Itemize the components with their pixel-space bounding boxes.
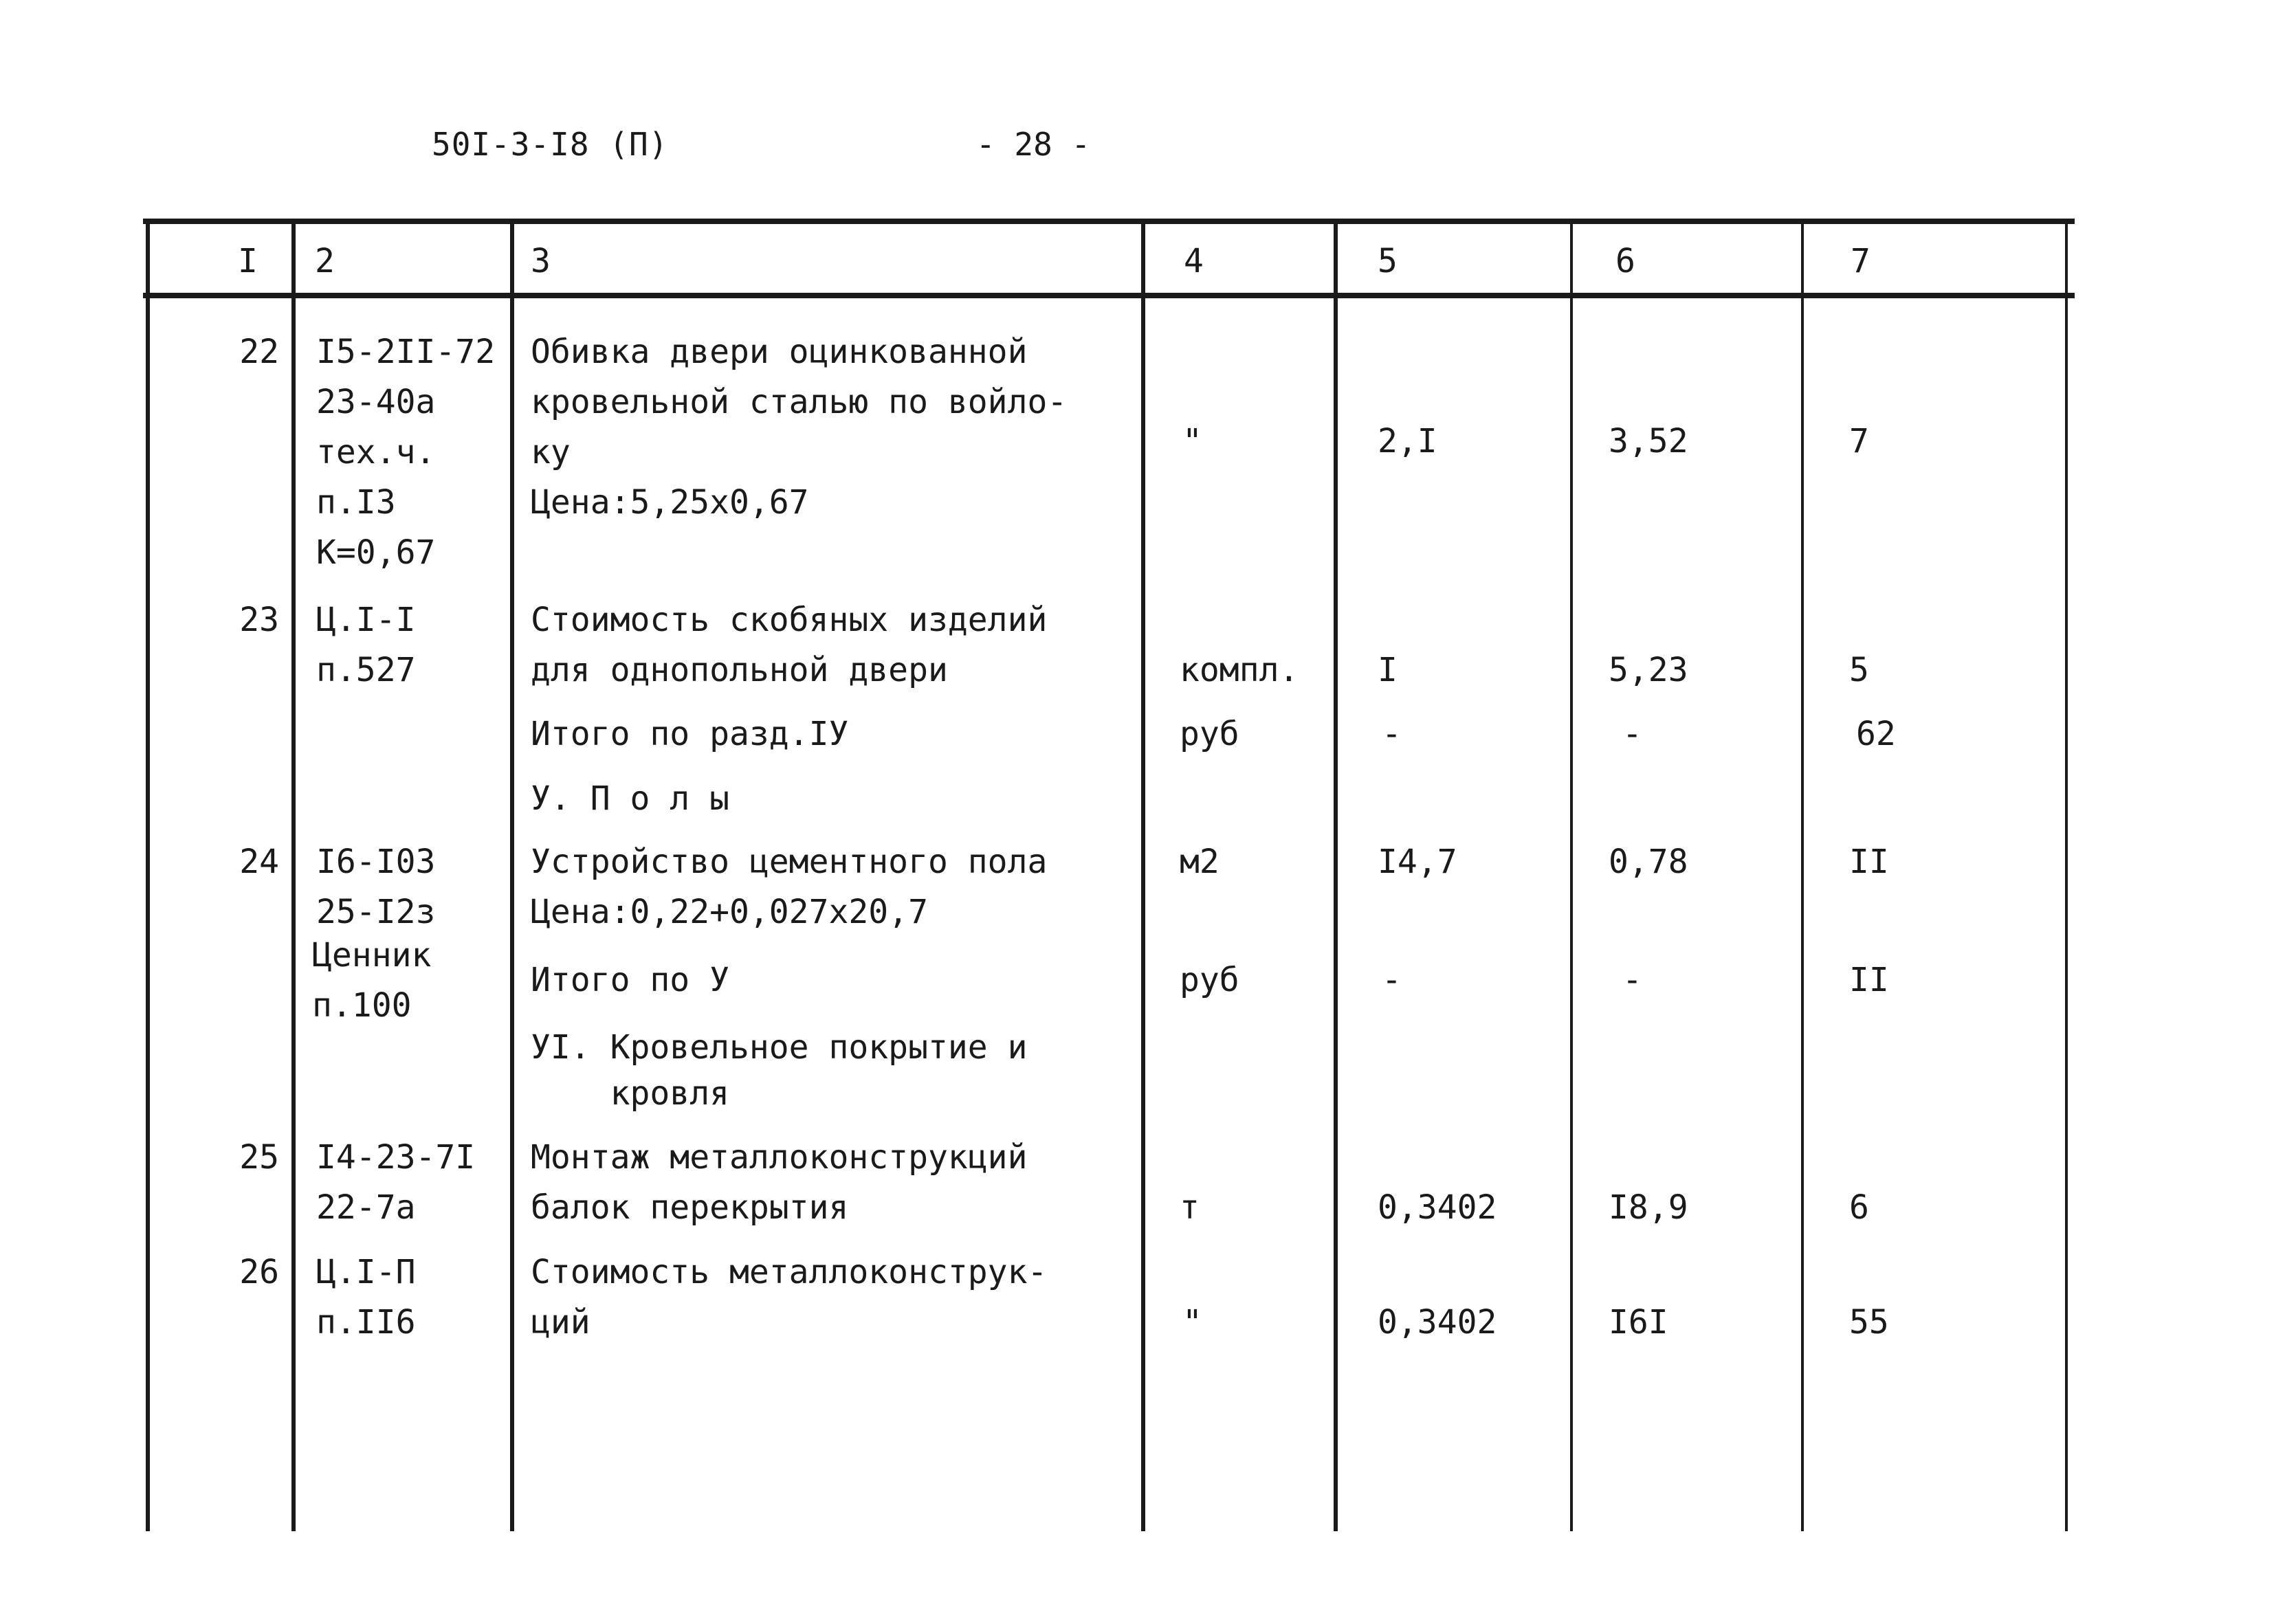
description-line: балок перекрытия bbox=[531, 1188, 849, 1227]
unit-price-cell: 0,78 bbox=[1609, 843, 1688, 881]
col-border-6-7 bbox=[1801, 219, 1804, 1531]
section-title: кровля bbox=[531, 1074, 729, 1113]
subtotal-label: Итого по разд.IУ bbox=[531, 715, 849, 753]
quantity-cell: 2,I bbox=[1378, 422, 1437, 460]
quantity-cell: 0,3402 bbox=[1378, 1188, 1497, 1227]
norm-ref-line: Ценник bbox=[312, 936, 432, 975]
col-border-right bbox=[2065, 219, 2068, 1531]
subtotal-label: Итого по У bbox=[531, 961, 729, 999]
section-title: У. П о л ы bbox=[531, 779, 729, 818]
unit-price-cell: - bbox=[1622, 715, 1642, 753]
col-border-3-4 bbox=[1141, 219, 1145, 1531]
norm-ref-line: I6-I03 bbox=[316, 843, 436, 881]
description-line: Стоимость металлоконструк- bbox=[531, 1253, 1048, 1291]
row-number: 26 bbox=[239, 1253, 279, 1291]
total-cell: 6 bbox=[1849, 1188, 1869, 1227]
description-line: кровельной сталью по войло- bbox=[531, 383, 1068, 421]
page-number: - 28 - bbox=[976, 126, 1091, 163]
col-border-4-5 bbox=[1334, 219, 1338, 1531]
col-header-4: 4 bbox=[1184, 242, 1204, 280]
total-cell: 7 bbox=[1849, 422, 1869, 460]
description-line: Цена:5,25х0,67 bbox=[531, 483, 809, 522]
row-number: 25 bbox=[239, 1138, 279, 1177]
description-line: Цена:0,22+0,027х20,7 bbox=[531, 893, 928, 931]
norm-ref-line: п.II6 bbox=[316, 1303, 416, 1342]
table-top-border bbox=[143, 219, 2075, 224]
unit-price-cell: - bbox=[1622, 961, 1642, 999]
description-line: Обивка двери оцинкованной bbox=[531, 333, 1028, 371]
col-header-6: 6 bbox=[1615, 242, 1635, 280]
unit-price-cell: 5,23 bbox=[1609, 651, 1688, 689]
total-cell: II bbox=[1849, 843, 1889, 881]
total-cell: 62 bbox=[1856, 715, 1896, 753]
row-number: 24 bbox=[239, 843, 279, 881]
col-border-5-6 bbox=[1570, 219, 1573, 1531]
quantity-cell: I4,7 bbox=[1378, 843, 1457, 881]
description-line: Устройство цементного пола bbox=[531, 843, 1048, 881]
unit-price-cell: I8,9 bbox=[1609, 1188, 1688, 1227]
norm-ref-line: I5-2II-72 bbox=[316, 333, 496, 371]
norm-ref-line: 25-I2з bbox=[316, 893, 436, 931]
table-header-divider bbox=[143, 293, 2075, 298]
norm-ref-line: Ц.I-I bbox=[316, 601, 416, 639]
total-cell: 55 bbox=[1849, 1303, 1889, 1342]
norm-ref-line: п.527 bbox=[316, 651, 416, 689]
total-cell: II bbox=[1849, 961, 1889, 999]
total-cell: 5 bbox=[1849, 651, 1869, 689]
col-header-3: 3 bbox=[531, 242, 551, 280]
unit-price-cell: I6I bbox=[1609, 1303, 1668, 1342]
norm-ref-line: К=0,67 bbox=[316, 533, 436, 572]
description-line: Монтаж металлоконструкций bbox=[531, 1138, 1028, 1177]
col-header-7: 7 bbox=[1851, 242, 1870, 280]
description-line: для однопольной двери bbox=[531, 651, 948, 689]
section-title: УI. Кровельное покрытие и bbox=[531, 1028, 1028, 1067]
norm-ref-line: 22-7а bbox=[316, 1188, 416, 1227]
quantity-cell: - bbox=[1382, 715, 1402, 753]
unit-cell: руб bbox=[1180, 715, 1239, 753]
quantity-cell: 0,3402 bbox=[1378, 1303, 1497, 1342]
col-border-1-2 bbox=[291, 219, 296, 1531]
row-number: 23 bbox=[239, 601, 279, 639]
unit-cell: " bbox=[1182, 1303, 1202, 1342]
norm-ref-line: I4-23-7I bbox=[316, 1138, 476, 1177]
col-header-1: I bbox=[238, 242, 258, 280]
norm-ref-line: п.I3 bbox=[316, 483, 396, 522]
description-line: ку bbox=[531, 433, 571, 471]
col-border-left bbox=[146, 219, 150, 1531]
unit-cell: т bbox=[1180, 1188, 1200, 1227]
col-border-2-3 bbox=[510, 219, 514, 1531]
row-number: 22 bbox=[239, 333, 279, 371]
unit-cell: руб bbox=[1180, 961, 1239, 999]
page-header-code: 50I-3-I8 (П) bbox=[432, 126, 669, 163]
unit-cell: м2 bbox=[1180, 843, 1219, 881]
norm-ref-line: тех.ч. bbox=[316, 433, 436, 471]
unit-cell: " bbox=[1182, 422, 1202, 460]
description-line: Стоимость скобяных изделий bbox=[531, 601, 1048, 639]
quantity-cell: - bbox=[1382, 961, 1402, 999]
unit-price-cell: 3,52 bbox=[1609, 422, 1688, 460]
col-header-2: 2 bbox=[315, 242, 335, 280]
col-header-5: 5 bbox=[1378, 242, 1398, 280]
norm-ref-line: 23-40а bbox=[316, 383, 436, 421]
norm-ref-line: п.100 bbox=[312, 986, 412, 1025]
quantity-cell: I bbox=[1378, 651, 1398, 689]
unit-cell: компл. bbox=[1180, 651, 1299, 689]
norm-ref-line: Ц.I-П bbox=[316, 1253, 416, 1291]
description-line: ций bbox=[531, 1303, 590, 1342]
